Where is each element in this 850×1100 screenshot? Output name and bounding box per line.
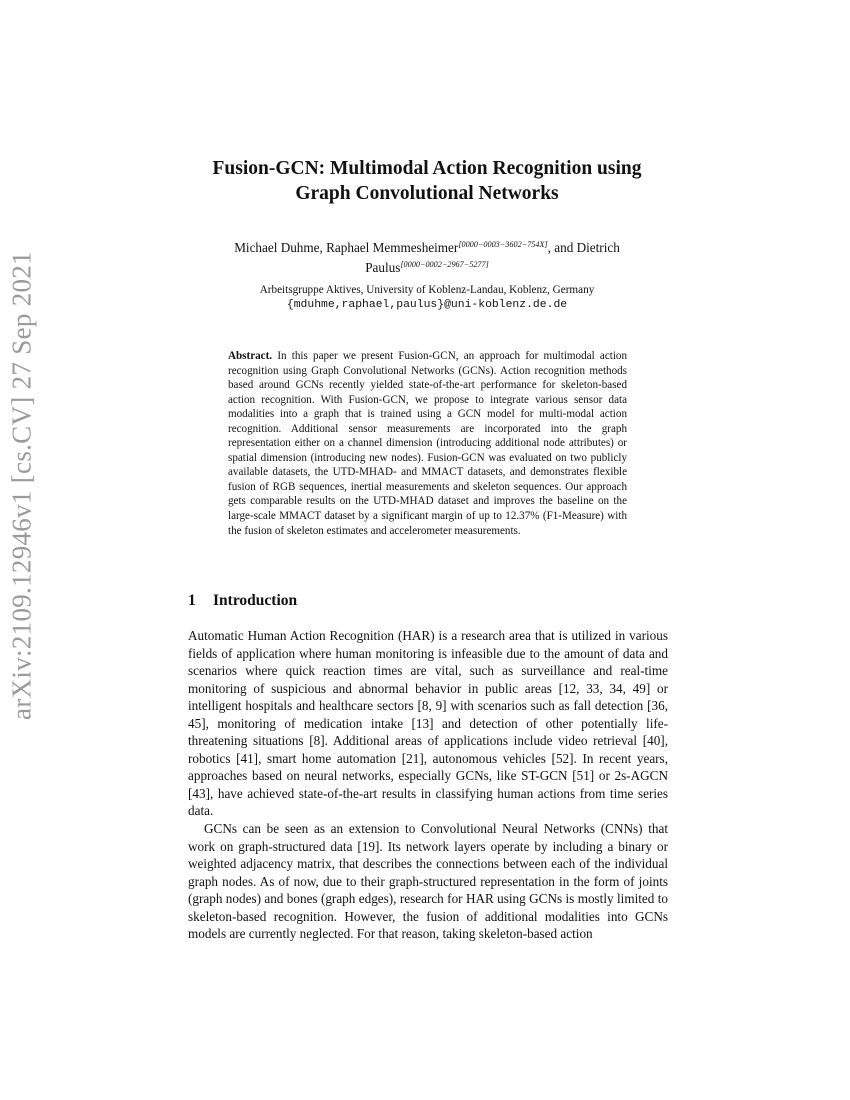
author-name-paulus: Paulus bbox=[365, 260, 401, 275]
section-heading-introduction bbox=[188, 592, 297, 610]
orcid-memmesheimer: [0000−0003−3602−754X] bbox=[458, 240, 548, 249]
orcid-paulus: [0000−0002−2967−5277] bbox=[400, 260, 489, 269]
author-names-first: Michael Duhme, Raphael Memmesheimer bbox=[234, 240, 459, 255]
affiliation-block bbox=[190, 283, 664, 313]
abstract-text: In this paper we present Fusion-GCN, an approach for multimodal action recognition using Graph Convolutional Networks (GCNs). Action recognition methods based around GCNs recently yielded state-of-the-art performance for skeleton-based action recognition. With Fusion-GCN, we propose to integrate various sensor data modalities into a graph that is trained using a GCN model for multi-modal action recognition. Additional sensor measurements are incorporated into the graph representation either on a channel dimension (introducing additional node attributes) or spatial dimension (introducing new nodes). Fusion-GCN was evaluated on two publicly available datasets, the UTD-MHAD- and MMACT datasets, and demonstrates flexible fusion of RGB sequences, inertial measurements and skeleton sequences. Our approach gets comparable results on the UTD-MHAD dataset and improves the baseline on the large-scale MMACT dataset by a significant margin of up to 12.37% (F1-Measure) with the fusion of skeleton estimates and accelerometer measurements. bbox=[228, 350, 628, 537]
abstract-label: Abstract. bbox=[228, 350, 273, 362]
body-paragraph-1: Automatic Human Action Recognition (HAR) is a research area that is utilized in various fields of application where human monitoring is infeasible due to the amount of data and scenarios where quick reaction times are vital, such as surveillance and real-time monitoring of suspicious and abnormal behavior in public areas [12, 33, 34, 49] or intelligent hospitals and healthcare sectors [8, 9] with scenarios such as fall detection [36, 45], monitoring of medication intake [13] and detection of other potentially life-threatening situations [8]. Additional areas of applications include video retrieval [40], robotics [41], smart home automation [21], autonomous vehicles [52]. In recent years, approaches based on neural networks, especially GCNs, like ST-GCN [51] or 2s-AGCN [43], have achieved state-of-the-art results in classifying human actions from time series data. bbox=[188, 628, 668, 819]
paper-title bbox=[180, 156, 674, 206]
paper-title-line-1: Fusion-GCN: Multimodal Action Recognition using bbox=[212, 158, 642, 179]
author-emails: {mduhme,raphael,paulus}@uni-koblenz.de.de bbox=[286, 299, 568, 311]
paper-title-line-2: Graph Convolutional Networks bbox=[295, 183, 559, 204]
section-number: 1 bbox=[188, 592, 196, 609]
abstract bbox=[228, 349, 627, 538]
author-names-and: , and Dietrich bbox=[547, 240, 620, 255]
arxiv-identifier-text: arXiv:2109.12946v1 [cs.CV] 27 Sep 2021 bbox=[6, 251, 37, 720]
section-title: Introduction bbox=[213, 592, 298, 609]
introduction-body bbox=[188, 627, 668, 943]
affiliation-text: Arbeitsgruppe Aktives, University of Koblenz-Landau, Koblenz, Germany bbox=[259, 284, 595, 296]
author-list bbox=[190, 236, 664, 276]
body-paragraph-2: GCNs can be seen as an extension to Convolutional Neural Networks (CNNs) that work on graph-structured data [19]. Its network layers operate by including a binary or weighted adjacency matrix, that describes the connections between each of the individual graph nodes. As of now, due to their graph-structured representation in the form of joints (graph nodes) and bones (graph edges), research for HAR using GCNs is mostly limited to skeleton-based recognition. However, the fusion of additional modalities into GCNs models are currently neglected. For that reason, taking skeleton-based action bbox=[188, 821, 668, 942]
